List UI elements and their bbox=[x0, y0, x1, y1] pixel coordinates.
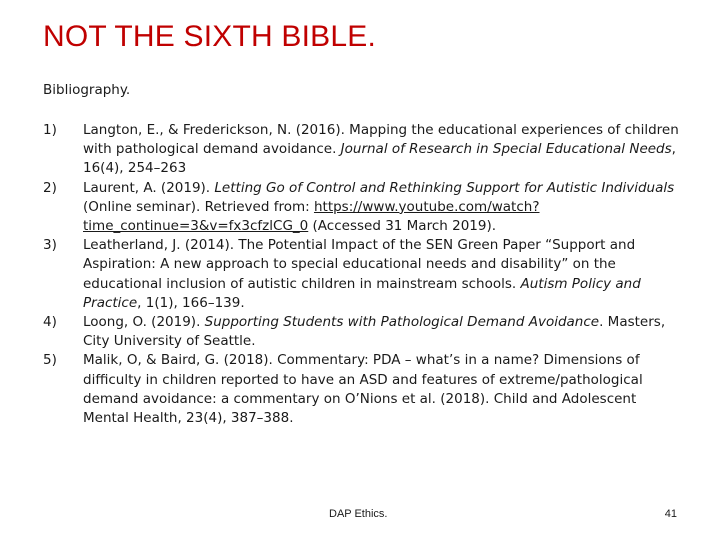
reference-text bbox=[83, 236, 683, 313]
reference-number: 1) bbox=[43, 122, 57, 138]
reference-link[interactable]: https://www.youtube.com/watch?time_continue=3&v=fx3cfzlCG_0 bbox=[83, 198, 540, 235]
reference-text-part: (Online seminar). Retrieved from: bbox=[83, 198, 314, 215]
journal-title: Journal of Research in Special Educational Needs bbox=[340, 141, 672, 158]
reference-text bbox=[83, 121, 683, 179]
reference-item-1 bbox=[43, 121, 683, 179]
reference-text-part: Laurent, A. (2019). bbox=[83, 179, 215, 196]
reference-number: 4) bbox=[43, 314, 57, 331]
reference-text bbox=[83, 179, 683, 237]
reference-number: 3) bbox=[43, 237, 57, 254]
slide-title: NOT THE SIXTH BIBLE. bbox=[43, 20, 376, 53]
reference-item-5 bbox=[43, 351, 683, 428]
reference-text-part: (Accessed 31 March 2019). bbox=[308, 218, 497, 235]
reference-text-part: Leatherland, J. (2014). The Potential Impact of the SEN Green Paper “Support and Aspiration: A new approach to special educational needs and disability” on the educational inclusion of autistic children in mainstream schools. bbox=[83, 237, 636, 292]
work-title: Supporting Students with Pathological Demand Avoidance bbox=[204, 314, 600, 331]
footer-text: DAP Ethics. bbox=[329, 508, 388, 520]
work-title: Letting Go of Control and Rethinking Support for Autistic Individuals bbox=[214, 179, 675, 196]
reference-list bbox=[43, 121, 683, 428]
reference-text-part: , 16(4), 254–263 bbox=[83, 141, 676, 177]
reference-text bbox=[83, 313, 683, 351]
reference-item-2 bbox=[43, 179, 683, 237]
reference-text-part: . Masters, City University of Seattle. bbox=[83, 314, 666, 350]
bibliography-heading: Bibliography. bbox=[43, 82, 131, 98]
reference-text: Malik, O, & Baird, G. (2018). Commentary: PDA – what’s in a name? Dimensions of difficulty in children reported to have an ASD and features of extreme/pathological demand avoidance: a commentary on O’Nions et al. (2018). Child and Adolescent Mental Health, 23(4), 387–388. bbox=[83, 352, 643, 427]
reference-number: 5) bbox=[43, 352, 57, 369]
reference-text-part: , 1(1), 166–139. bbox=[137, 294, 245, 311]
journal-title: Autism Policy and Practice bbox=[83, 275, 641, 311]
page-number: 41 bbox=[664, 508, 677, 520]
reference-item-3 bbox=[43, 236, 683, 313]
reference-text-part: Loong, O. (2019). bbox=[83, 314, 205, 331]
reference-text-part: Langton, E., & Frederickson, N. (2016). Mapping the educational experiences of children with pathological demand avoidance. bbox=[83, 122, 679, 158]
reference-number: 2) bbox=[43, 179, 57, 196]
reference-item-4 bbox=[43, 313, 683, 351]
